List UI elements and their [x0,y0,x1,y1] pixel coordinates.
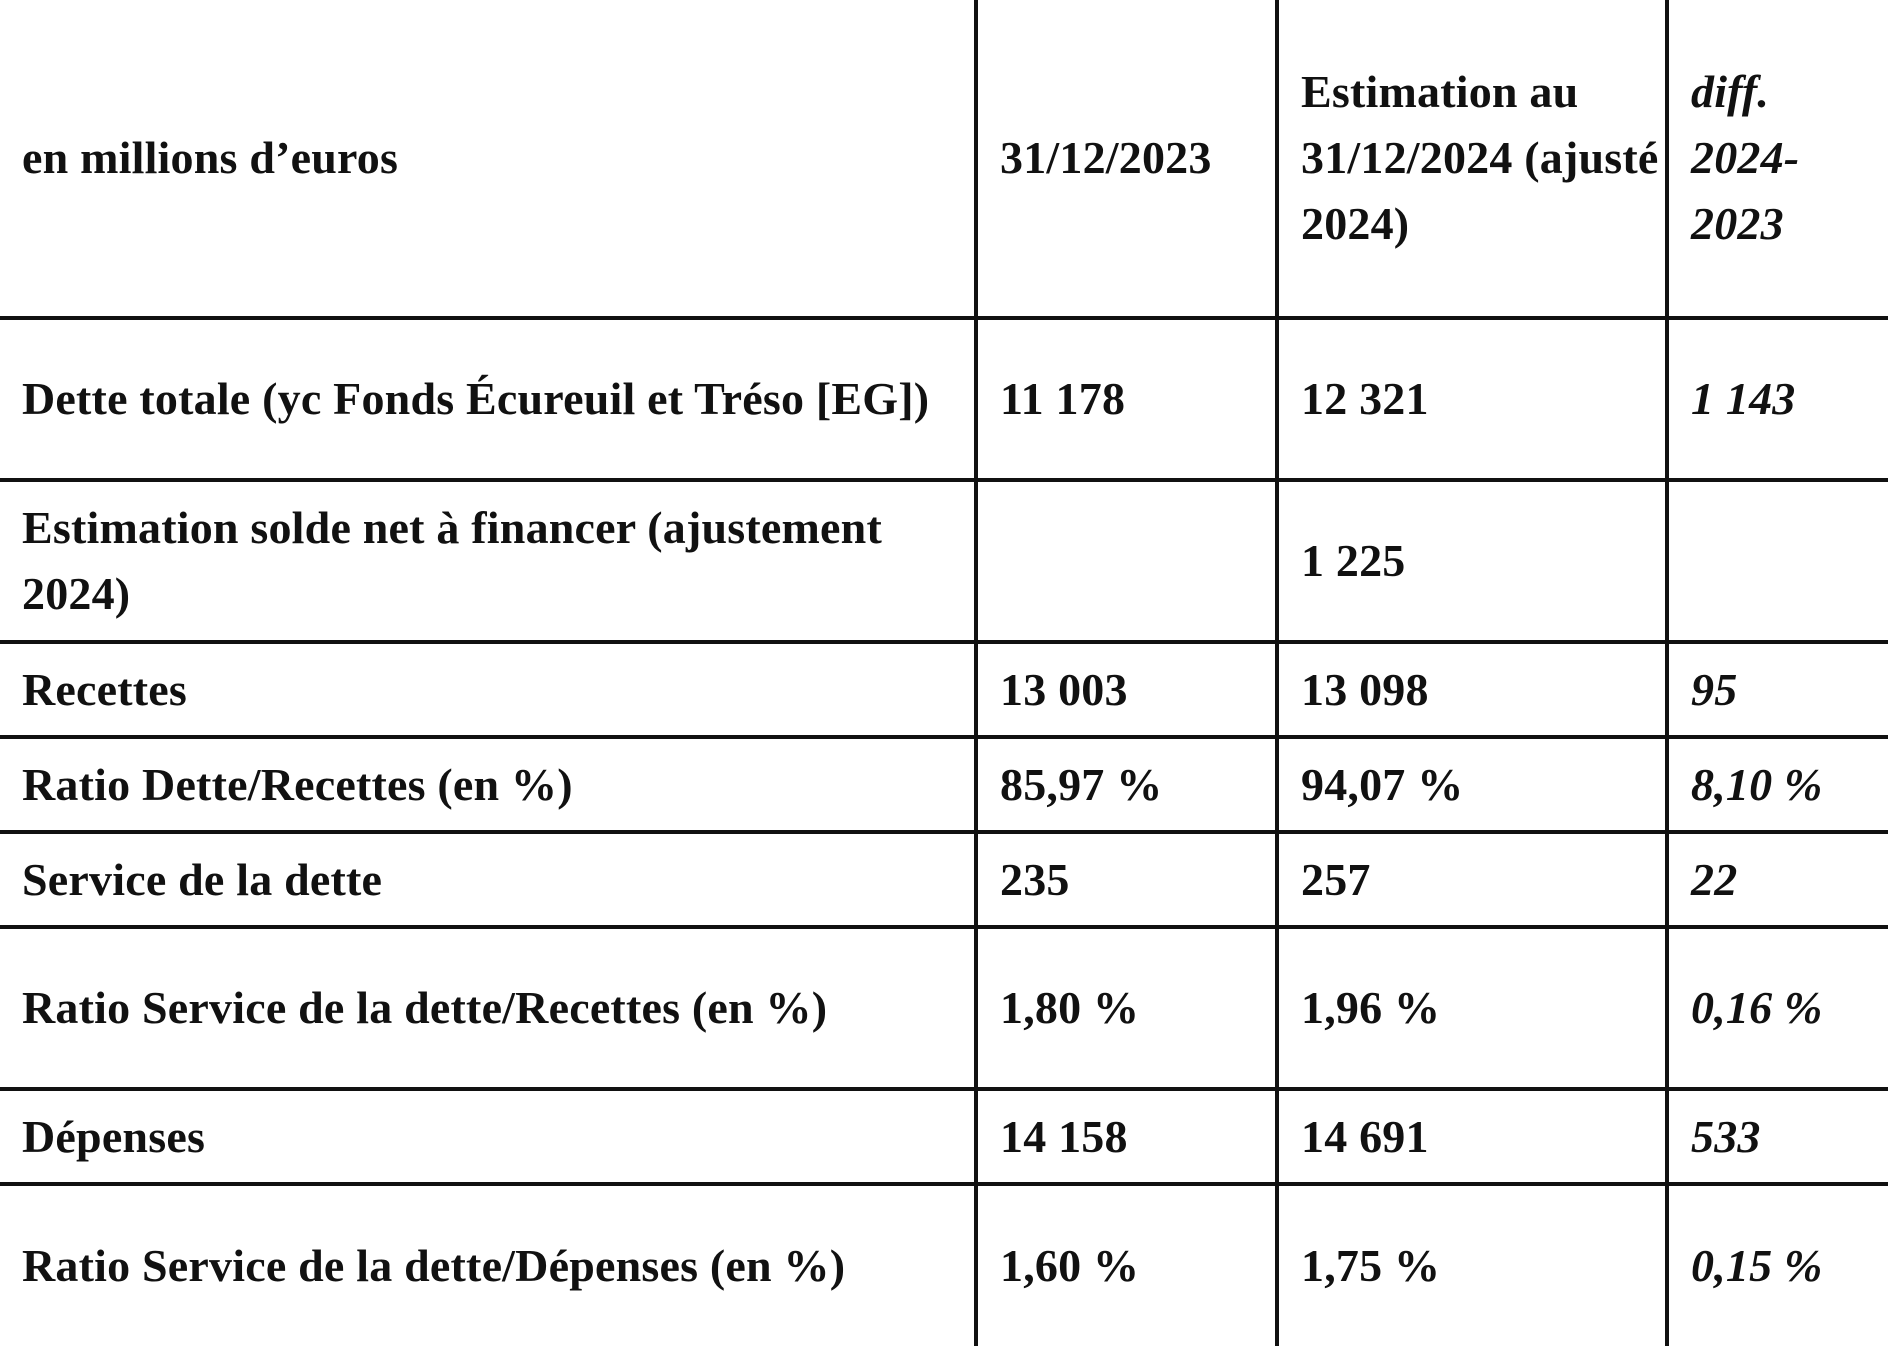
table-row [0,480,1888,642]
value-diff: 1 143 [1667,318,1888,480]
value-2024: 1,75 % [1277,1184,1667,1346]
value-2024: 12 321 [1277,318,1667,480]
row-label: Ratio Service de la dette/Recettes (en %) [0,927,976,1089]
value-diff: 22 [1667,832,1888,927]
value-2024: 94,07 % [1277,737,1667,832]
value-diff [1667,480,1888,642]
value-diff: 95 [1667,642,1888,737]
value-2023: 14 158 [976,1089,1277,1184]
value-2024: 257 [1277,832,1667,927]
header-2023: 31/12/2023 [976,0,1277,318]
header-diff: diff. 2024-2023 [1667,0,1888,318]
value-2024: 13 098 [1277,642,1667,737]
table-row [0,737,1888,832]
row-label: Dette totale (yc Fonds Écureuil et Tréso [EG]) [0,318,976,480]
table-row [0,927,1888,1089]
row-label: Estimation solde net à financer (ajustement 2024) [0,480,976,642]
value-diff: 0,16 % [1667,927,1888,1089]
value-2023: 85,97 % [976,737,1277,832]
header-2024-estimate: Estimation au 31/12/2024 (ajusté 2024) [1277,0,1667,318]
value-2023: 1,80 % [976,927,1277,1089]
value-2023 [976,480,1277,642]
table-row [0,1089,1888,1184]
table-row [0,318,1888,480]
header-row [0,0,1888,318]
row-label: Dépenses [0,1089,976,1184]
header-unit: en millions d’euros [0,0,976,318]
row-label: Service de la dette [0,832,976,927]
value-2024: 1 225 [1277,480,1667,642]
value-diff: 0,15 % [1667,1184,1888,1346]
row-label: Ratio Dette/Recettes (en %) [0,737,976,832]
row-label: Ratio Service de la dette/Dépenses (en %) [0,1184,976,1346]
value-2024: 1,96 % [1277,927,1667,1089]
value-2023: 11 178 [976,318,1277,480]
table-row [0,1184,1888,1346]
value-2023: 235 [976,832,1277,927]
value-diff: 8,10 % [1667,737,1888,832]
value-diff: 533 [1667,1089,1888,1184]
table-row [0,832,1888,927]
value-2023: 1,60 % [976,1184,1277,1346]
row-label: Recettes [0,642,976,737]
value-2024: 14 691 [1277,1089,1667,1184]
value-2023: 13 003 [976,642,1277,737]
table-row [0,642,1888,737]
